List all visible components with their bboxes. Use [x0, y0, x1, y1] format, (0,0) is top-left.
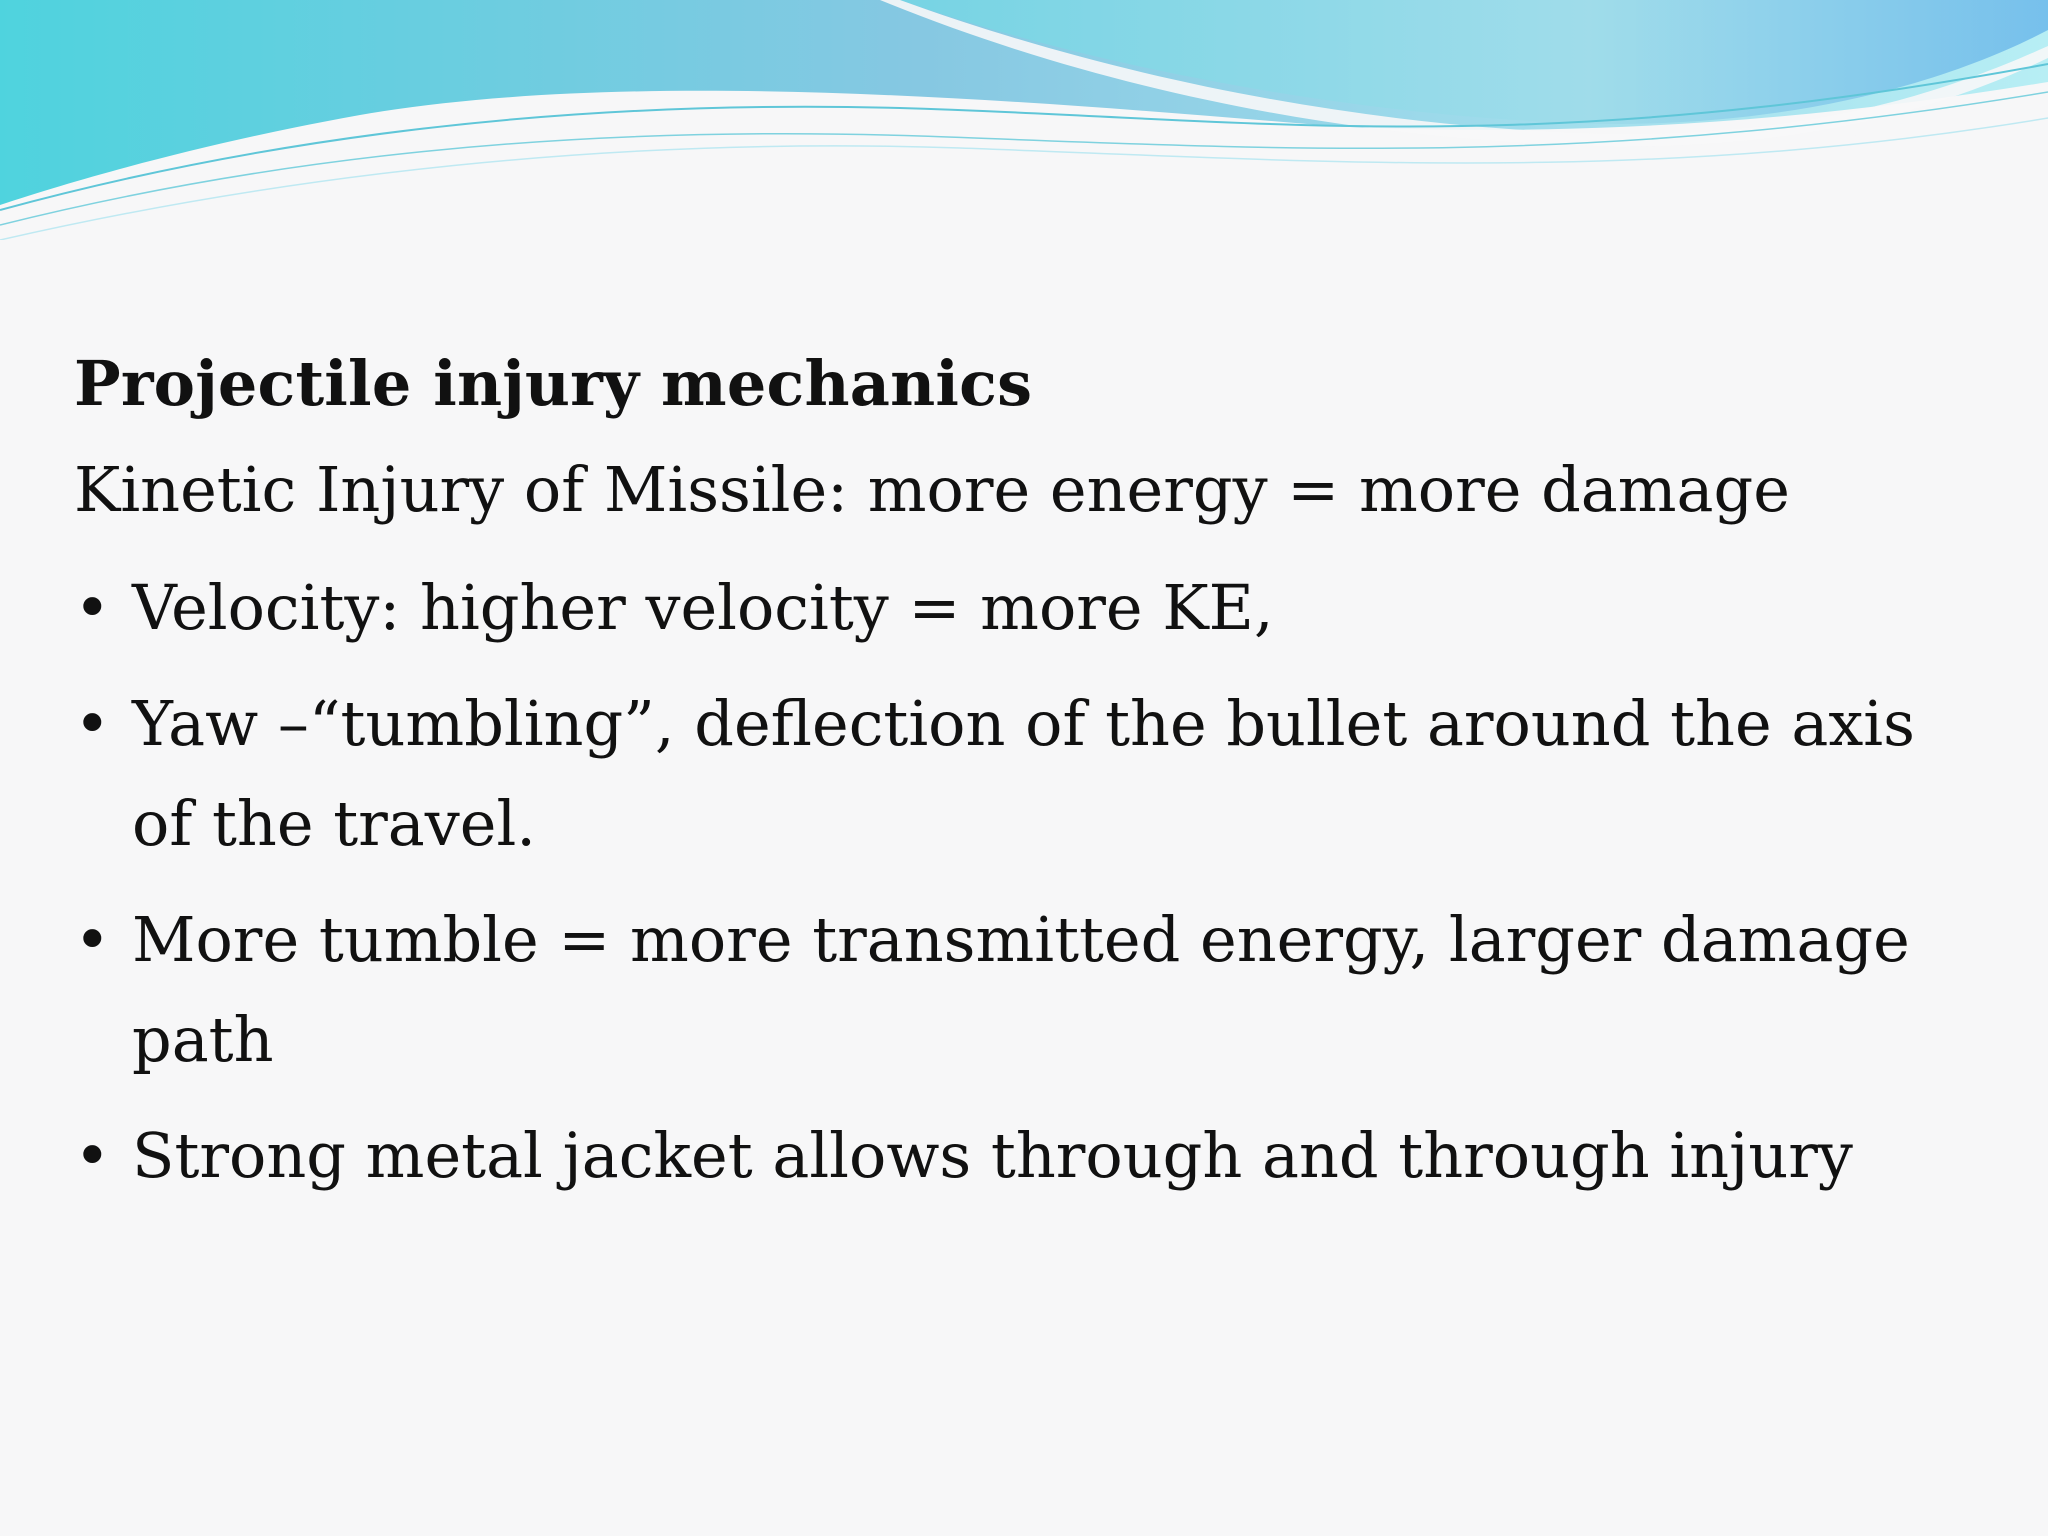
bullet-text: More tumble = more transmitted energy, larger damage path	[132, 903, 1910, 1076]
bullet-symbol: •	[74, 687, 111, 760]
bullet-text: Strong metal jacket allows through and through injury	[132, 1119, 1853, 1192]
slide-heading: Projectile injury mechanics	[74, 347, 1033, 420]
slide-content	[74, 338, 1974, 1222]
top-wave-decoration	[0, 0, 2048, 240]
bullet-text: Velocity: higher velocity = more KE,	[132, 571, 1274, 644]
bullet-item	[74, 558, 1974, 658]
bullet-symbol: •	[74, 903, 111, 976]
bullet-item	[74, 890, 1974, 1090]
bullet-symbol: •	[74, 571, 111, 644]
intro-line: Kinetic Injury of Missile: more energy = more damage	[74, 453, 1790, 526]
bullet-text: Yaw –“tumbling”, deflection of the bullet around the axis of the travel.	[132, 687, 1915, 860]
bullet-item	[74, 1106, 1974, 1206]
bullet-symbol: •	[74, 1119, 111, 1192]
bullet-item	[74, 674, 1974, 874]
